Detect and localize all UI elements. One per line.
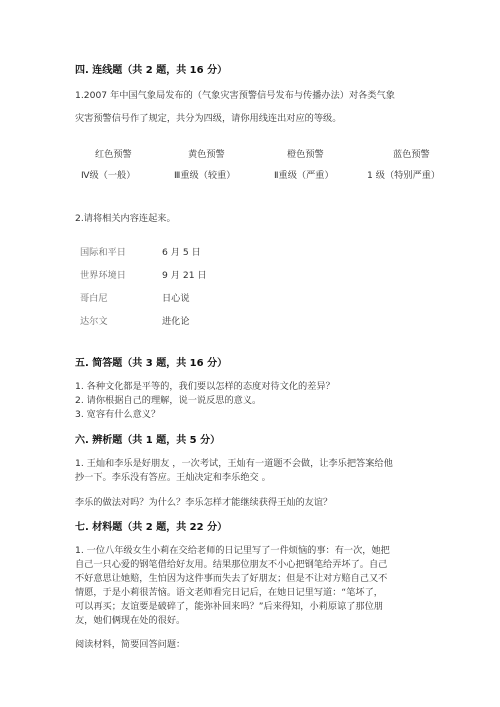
section-7-heading: 七. 材料题（共 2 题，共 22 分） [75,522,228,533]
warning-red: 红色预警 [95,149,132,160]
short-answer-3: 3. 宽容有什么意义？ [75,409,161,420]
material-instruction: 阅读材料，简要回答问题： [75,639,186,650]
warning-orange: 橙色预警 [287,149,324,160]
material-line-4: 情愿，于是小莉很苦恼。语文老师看完日记后，在她日记里写道：“笔坏了， [75,587,383,598]
q1-text-line-2: 灾害预警信号作了规定，共分为四级，请你用线连出对应的等级。 [75,113,342,124]
match-right-2: 9 月 21 日 [162,270,207,281]
analysis-question: 李乐的做法对吗？为什么？李乐怎样才能继续获得王灿的友谊？ [75,497,333,508]
level-4: Ⅳ级（一般） [81,170,136,181]
analysis-para-line-2: 抄一下。李乐没有答应。王灿决定和李乐绝交 。 [75,472,271,483]
section-5-heading: 五. 简答题（共 3 题，共 16 分） [75,358,228,369]
match-right-1: 6 月 5 日 [162,247,201,258]
section-4-heading: 四. 连线题（共 2 题，共 16 分） [75,65,228,76]
material-line-3: 不好意思让她赔，生怕因为这件事而失去了好朋友；但是不让对方赔自己又不 [75,573,388,584]
match-right-4: 进化论 [162,316,190,327]
level-3: Ⅲ重级（较重） [174,170,236,181]
match-left-3: 哥白尼 [80,293,108,304]
q1-text-line-1: 1.2007 年中国气象局发布的（气象灾害预警信号发布与传播办法）对各类气象 [75,90,395,101]
material-line-6: 友，她们俩现在处的很好。 [75,615,186,626]
warning-blue: 蓝色预警 [393,149,430,160]
match-right-3: 日心说 [162,293,190,304]
short-answer-1: 1. 各种文化都是平等的，我们要以怎样的态度对待文化的差异？ [75,381,335,392]
material-line-5: 可以再买；友谊要是破碎了，能弥补回来吗？”后来得知，小莉原谅了那位朋 [75,601,383,612]
analysis-para-line-1: 1. 王灿和李乐是好朋友 ，一次考试，王灿有一道题不会做，让李乐把答案给他 [75,458,393,469]
section-6-heading: 六. 辨析题（共 1 题，共 5 分） [75,435,221,446]
material-line-2: 自己一只心爱的钢笔借给好友用。结果那位朋友不小心把钢笔给弄坏了。自己 [75,559,388,570]
match-left-1: 国际和平日 [80,247,126,258]
warning-yellow: 黄色预警 [188,149,225,160]
match-left-4: 达尔文 [80,316,108,327]
level-2: Ⅱ重级（严重） [274,170,334,181]
match-left-2: 世界环境日 [80,270,126,281]
level-1: 1 级（特别严重） [367,170,441,181]
q2-title: 2.请将相关内容连起来。 [75,213,176,224]
short-answer-2: 2. 请你根据自己的理解，说一说反思的意义。 [75,395,262,406]
material-line-1: 1. 一位八年级女生小莉在交给老师的日记里写了一件烦恼的事：有一次，她把 [75,545,390,556]
